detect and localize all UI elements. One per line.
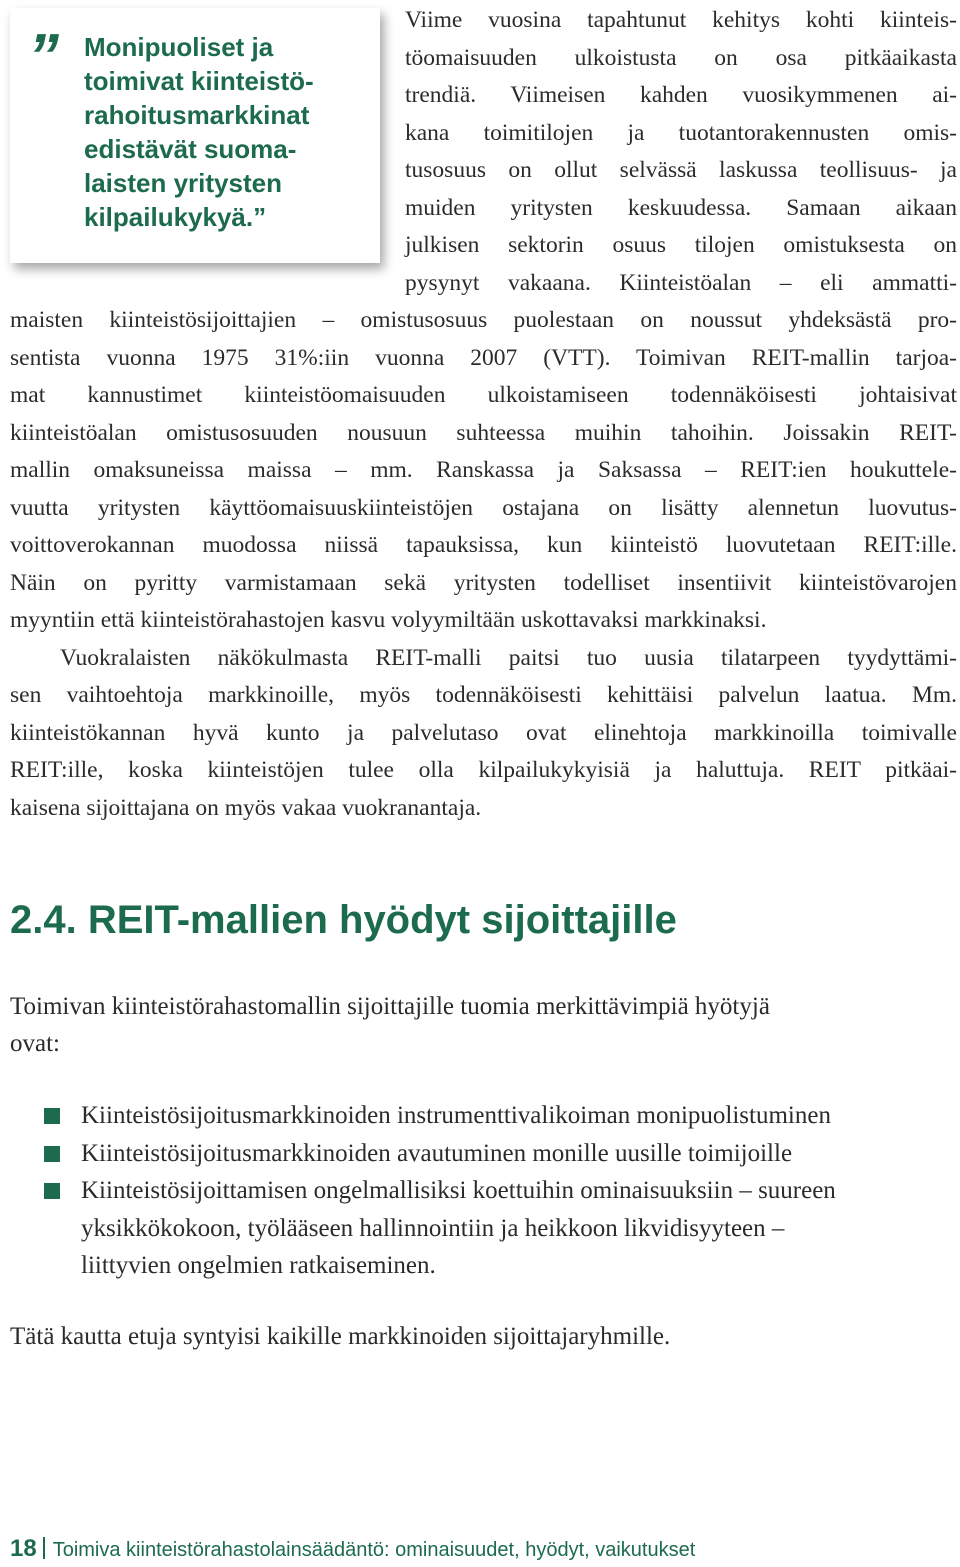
- footer-divider: [43, 1537, 45, 1559]
- bullet-item-text: yksikkökokoon, työlääseen hallinnointiin ja heikkoon likvidisyyteen –: [81, 1215, 785, 1242]
- paragraph-line: muiden yritysten keskuudessa. Samaan aikaan: [405, 195, 957, 221]
- paragraph-line: kiinteistöalan omistusosuuden nousuun suhteessa muihin tahoihin. Joissakin REIT-: [10, 420, 957, 446]
- bullet-square-icon: [44, 1108, 60, 1124]
- paragraph-line: REIT:ille, koska kiinteistöjen tulee olla kilpailukykyisiä ja haluttuja. REIT pitkäai-: [10, 757, 957, 783]
- paragraph-line: töomaisuuden ulkoistusta on osa pitkäaikasta: [405, 45, 957, 71]
- bullet-item-text: liittyvien ongelmien ratkaiseminen.: [81, 1252, 436, 1279]
- paragraph-line: sen vaihtoehtoja markkinoille, myös todennäköisesti kehittäisi palvelun laatua. Mm.: [10, 682, 957, 708]
- paragraph-line: kana toimitilojen ja tuotantorakennusten omis-: [405, 120, 957, 146]
- paragraph-line: voittoverokannan muodossa niissä tapauksissa, kun kiinteistö luovutetaan REIT:ille.: [10, 532, 957, 558]
- bullet-square-icon: [44, 1146, 60, 1162]
- paragraph-line: julkisen sektorin osuus tilojen omistuksesta on: [405, 232, 957, 258]
- paragraph-line: kiinteistökannan hyvä kunto ja palvelutaso ovat elinehtoja markkinoilla toimivalle: [10, 720, 957, 746]
- page-number: 18: [10, 1535, 37, 1562]
- paragraph-line: mat kannustimet kiinteistöomaisuuden ulkoistamiseen todennäköisesti johtaisivat: [10, 382, 957, 408]
- paragraph-line: trendiä. Viimeisen kahden vuosikymmenen ai-: [405, 82, 957, 108]
- paragraph-line: Vuokralaisten näkökulmasta REIT-malli paitsi tuo uusia tilatarpeen tyydyttämi-: [60, 645, 957, 671]
- section-intro-line: Toimivan kiinteistörahastomallin sijoittajille tuomia merkittävimpiä hyötyjä: [10, 993, 770, 1020]
- pull-quote-box: [10, 8, 380, 263]
- section-intro-line: ovat:: [10, 1030, 60, 1057]
- footer-title: Toimiva kiinteistörahastolainsäädäntö: ominaisuudet, hyödyt, vaikutukset: [52, 1539, 696, 1561]
- bullet-item-text: Kiinteistösijoitusmarkkinoiden avautuminen monille uusille toimijoille: [81, 1140, 793, 1167]
- paragraph-line: Viime vuosina tapahtunut kehitys kohti kiinteis-: [405, 7, 957, 33]
- paragraph-line: kaisena sijoittajana on myös vakaa vuokranantaja.: [10, 795, 482, 821]
- pull-quote-text: Monipuoliset ja toimivat kiinteistö- rahoitusmarkkinat edistävät suoma- laisten yritysten kilpailukykyä.”: [84, 32, 314, 232]
- bullet-item-text: Kiinteistösijoitusmarkkinoiden instrumenttivalikoiman monipuolistuminen: [81, 1102, 831, 1129]
- paragraph-line: pysynyt vakaana. Kiinteistöalan – eli ammatti-: [405, 270, 957, 296]
- page-footer: [10, 1533, 695, 1566]
- paragraph-line: maisten kiinteistösijoittajien – omistusosuus puolestaan on noussut yhdeksästä pro-: [10, 307, 957, 333]
- section-heading: 2.4. REIT-mallien hyödyt sijoittajille: [10, 898, 677, 942]
- closing-sentence: Tätä kautta etuja syntyisi kaikille markkinoiden sijoittajaryhmille.: [10, 1323, 671, 1350]
- paragraph-line: Näin on pyritty varmistamaan sekä yritysten todelliset insentiivit kiinteistövarojen: [10, 570, 957, 596]
- paragraph-line: vuutta yritysten käyttöomaisuuskiinteistöjen ostajana on lisätty alennetun luovutus-: [10, 495, 957, 521]
- quote-mark-icon: ”: [28, 22, 59, 91]
- bullet-item-text: Kiinteistösijoittamisen ongelmallisiksi koettuihin ominaisuuksiin – suureen: [81, 1177, 836, 1204]
- bullet-square-icon: [44, 1183, 60, 1199]
- paragraph-line: mallin omaksuneissa maissa – mm. Ranskassa ja Saksassa – REIT:ien houkuttele-: [10, 457, 957, 483]
- paragraph-line: myyntiin että kiinteistörahastojen kasvu volyymiltään uskottavaksi markkinaksi.: [10, 607, 767, 633]
- paragraph-line: sentista vuonna 1975 31%:iin vuonna 2007 (VTT). Toimivan REIT-mallin tarjoa-: [10, 345, 957, 371]
- paragraph-line: tusosuus on ollut selvässä laskussa teollisuus- ja: [405, 157, 957, 183]
